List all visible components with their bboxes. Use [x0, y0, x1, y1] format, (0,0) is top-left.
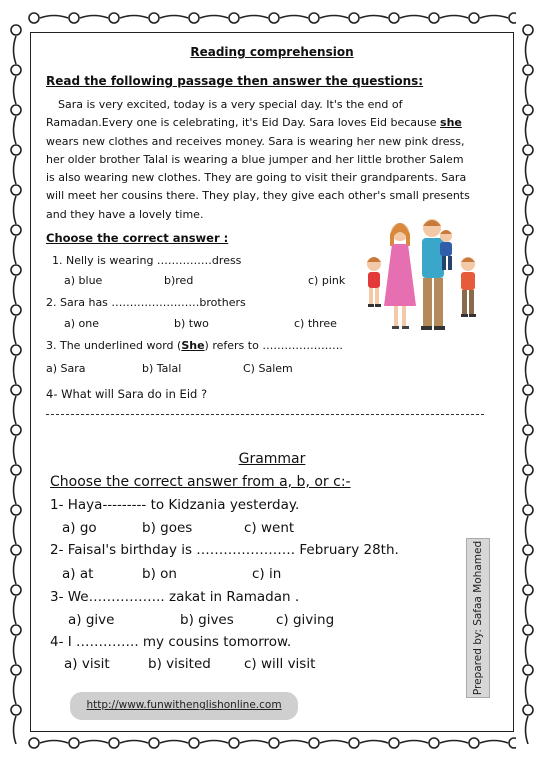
reading-title: Reading comprehension — [190, 45, 354, 59]
choose-heading: Choose the correct answer : — [46, 231, 229, 245]
chain-border-left — [9, 24, 23, 744]
grammar-question-4: 4- I ………….. my cousins tomorrow. — [50, 634, 292, 650]
option: C) Salem — [243, 362, 293, 375]
reading-passage — [46, 96, 498, 224]
option: c) went — [244, 520, 295, 536]
option: b) goes — [142, 520, 193, 536]
grammar-title: Grammar — [238, 451, 306, 467]
option: b) Talal — [142, 362, 182, 375]
grammar-question-1: 1- Haya--------- to Kidzania yesterday. — [50, 497, 300, 513]
chain-border-right — [521, 24, 535, 744]
family-illustration — [354, 212, 492, 338]
reading-instruction: Read the following passage then answer the questions: — [46, 74, 424, 88]
grammar-question-2: 2- Faisal's birthday is …………………. February 28th. — [50, 542, 399, 558]
option: a) at — [62, 566, 94, 582]
chain-border-bottom — [28, 736, 516, 750]
option: b) visited — [148, 656, 211, 672]
option: a) give — [68, 612, 115, 628]
question-4: 4- What will Sara do in Eid ? — [46, 387, 208, 401]
passage-line: will meet her cousins there. They play, they give each other's small presents — [46, 189, 470, 203]
passage-line: wears new clothes and receives money. Sara is wearing her new pink dress, — [46, 134, 465, 148]
option: c) pink — [308, 274, 346, 287]
url-box[interactable] — [70, 692, 298, 720]
option: c) will visit — [244, 656, 316, 672]
answer-line — [46, 414, 484, 415]
option: b) two — [174, 317, 209, 330]
option: c) giving — [276, 612, 335, 628]
grammar-instruction: Choose the correct answer from a, b, or c:- — [50, 474, 351, 490]
option: a) one — [64, 317, 99, 330]
passage-line: Ramadan.Every one is celebrating, it's Eid Day. Sara loves Eid because she — [46, 116, 462, 130]
question-3: 3. The underlined word (She) refers to …………………. — [46, 339, 343, 352]
grammar-question-3: 3- We…………….. zakat in Ramadan . — [50, 589, 300, 605]
option: a) blue — [64, 274, 103, 287]
question-1: 1. Nelly is wearing ……………dress — [52, 254, 242, 267]
credit-banner: Prepared by: Safaa Mohamed — [466, 538, 490, 698]
underlined-she-ref: She — [181, 339, 205, 352]
chain-border-top — [28, 11, 516, 25]
option: c) in — [252, 566, 282, 582]
option: b) on — [142, 566, 177, 582]
option: a) go — [62, 520, 97, 536]
option: b) gives — [180, 612, 234, 628]
passage-line: her older brother Talal is wearing a blue jumper and her little brother Salem — [46, 152, 464, 166]
passage-line: Sara is very excited, today is a very special day. It's the end of — [58, 98, 403, 111]
option: c) three — [294, 317, 337, 330]
footer-url-link[interactable]: http://www.funwithenglishonline.com — [86, 699, 282, 711]
question-2: 2. Sara has ……………………brothers — [46, 296, 246, 309]
passage-line: is also wearing new clothes. They are going to visit their grandparents. Sara — [46, 171, 467, 185]
option: b)red — [164, 274, 194, 287]
option: a) Sara — [46, 362, 86, 375]
option: a) visit — [64, 656, 110, 672]
underlined-she: she — [440, 116, 462, 130]
passage-line: and they have a lovely time. — [46, 207, 204, 221]
